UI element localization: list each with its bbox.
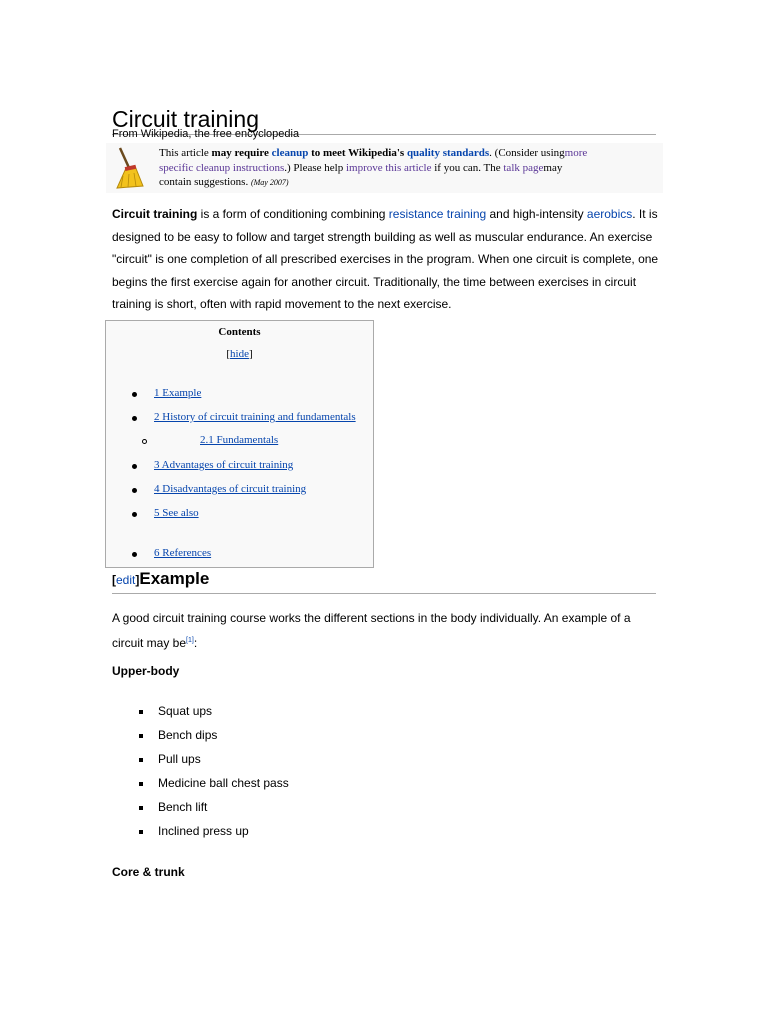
cleanup-message — [159, 146, 657, 191]
bullet-icon — [132, 464, 137, 469]
circle-bullet-icon — [142, 439, 147, 444]
intro-text: and high-intensity — [486, 207, 587, 221]
notice-text: contain suggestions. — [159, 176, 251, 188]
cleanup-link[interactable]: cleanup — [271, 147, 309, 159]
toc-item-advantages[interactable]: 3 Advantages of circuit training — [154, 459, 294, 471]
toc-item-example[interactable]: 1 Example — [154, 387, 202, 399]
square-bullet-icon — [139, 758, 143, 762]
resistance-training-link[interactable]: resistance training — [388, 207, 487, 221]
notice-bold: may require — [211, 147, 272, 159]
core-trunk-heading: Core & trunk — [112, 865, 185, 879]
toc-item-see-also[interactable]: 5 See also — [154, 507, 199, 519]
table-of-contents — [105, 320, 374, 568]
exercise-item: Pull ups — [158, 752, 201, 766]
square-bullet-icon — [139, 782, 143, 786]
bullet-icon — [132, 416, 137, 421]
notice-text: .) Please help — [284, 161, 346, 174]
upper-body-heading: Upper-body — [112, 664, 180, 678]
exercise-item: Medicine ball chest pass — [158, 776, 289, 790]
notice-bold: to meet Wikipedia's — [308, 147, 407, 159]
edit-bracket: [ — [112, 573, 116, 587]
intro-paragraph — [112, 203, 662, 316]
toc-item-references[interactable]: 6 References — [154, 547, 212, 559]
section-heading-example — [112, 569, 656, 594]
bullet-icon — [132, 552, 137, 557]
square-bullet-icon — [139, 734, 143, 738]
toc-title: Contents — [218, 326, 261, 338]
exercise-item: Bench lift — [158, 800, 208, 814]
improve-article-link[interactable]: improve this article — [345, 161, 432, 174]
bullet-icon — [132, 512, 137, 517]
exercise-item: Squat ups — [158, 704, 213, 718]
bullet-icon — [132, 488, 137, 493]
toc-hide-link[interactable]: hide — [230, 348, 249, 360]
toc-item-disadvantages[interactable]: 4 Disadvantages of circuit training — [154, 483, 307, 495]
square-bullet-icon — [139, 830, 143, 834]
toc-hide-toggle — [106, 348, 373, 360]
toc-bracket: [ — [226, 348, 231, 360]
toc-item-fundamentals[interactable]: 2.1 Fundamentals — [200, 434, 279, 446]
edit-section — [112, 573, 139, 587]
square-bullet-icon — [139, 806, 143, 810]
reference-link[interactable]: [1] — [186, 636, 194, 644]
quality-standards-link[interactable]: quality standards — [406, 147, 490, 159]
exercise-item: Inclined press up — [158, 824, 249, 838]
more-link[interactable]: more — [564, 147, 588, 159]
notice-text: This article — [159, 147, 212, 159]
example-paragraph — [112, 607, 652, 654]
intro-text: is a form of conditioning combining — [197, 207, 389, 221]
edit-bracket: ] — [135, 573, 140, 587]
cleanup-notice — [106, 143, 663, 193]
bullet-icon — [132, 392, 137, 397]
notice-text: . (Consider using — [489, 147, 565, 159]
exercise-item: Bench dips — [158, 728, 218, 742]
intro-text: . It is designed to be easy to follow and target strength building as well as muscular endurance. An exercise "circuit" is one completion of all prescribed exercises in the program. When one circuit is complete, one begins the first exercise again for another circuit. Traditionally, the time between exercises in circuit training is short, often with rapid movement to the next exercise. — [112, 207, 659, 311]
broom-icon — [113, 146, 145, 190]
example-text: A good circuit training course works the different sections in the body individually. An example of a circuit may be — [112, 611, 631, 650]
edit-link[interactable]: edit — [116, 573, 136, 587]
toc-item-history[interactable]: 2 History of circuit training and fundamentals — [154, 411, 356, 423]
intro-bold-term: Circuit training — [112, 207, 198, 221]
talk-page-link[interactable]: talk page — [503, 161, 544, 174]
section-heading-text: Example — [139, 569, 210, 588]
cleanup-instructions-link[interactable]: specific cleanup instructions — [159, 161, 285, 174]
square-bullet-icon — [139, 710, 143, 714]
toc-bracket: ] — [248, 348, 253, 360]
page-title: Circuit training — [112, 104, 656, 135]
notice-text: may — [543, 161, 563, 174]
notice-text: if you can. The — [431, 161, 504, 174]
example-text: : — [193, 635, 198, 650]
aerobics-link[interactable]: aerobics — [586, 207, 633, 221]
notice-date: (May 2007) — [250, 178, 289, 187]
tagline: From Wikipedia, the free encyclopedia — [112, 128, 300, 140]
